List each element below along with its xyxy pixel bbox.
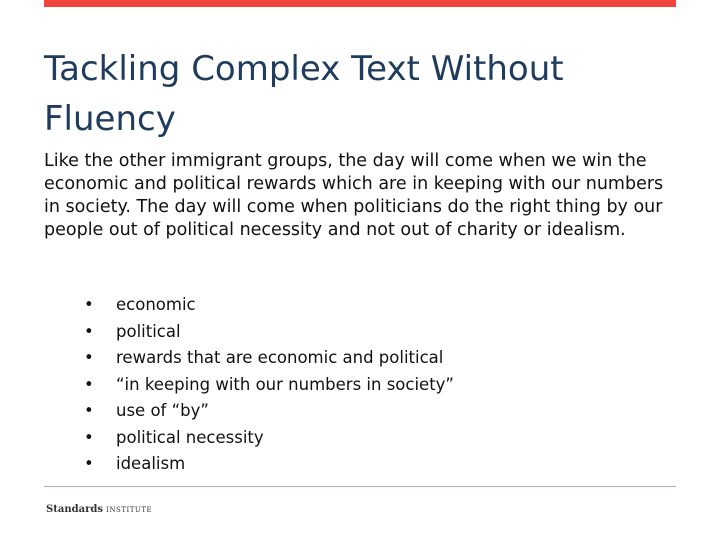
list-item [84, 345, 644, 372]
bullet-text: political [116, 321, 181, 341]
bullet-text: use of “by” [116, 401, 209, 420]
bullet-icon: • [84, 295, 94, 314]
footer-divider [44, 486, 676, 487]
bullet-text: political necessity [116, 427, 264, 447]
list-item [84, 425, 644, 452]
slide-title: Tackling Complex Text Without Fluency [44, 49, 564, 139]
top-accent-bar [44, 0, 676, 7]
bullet-text: economic [116, 295, 196, 314]
logo-brand-text: Standards [46, 504, 103, 515]
bullet-list [84, 292, 644, 478]
footer-logo [46, 504, 152, 515]
intro-paragraph: Like the other immigrant groups, the day will come when we win the economic and political rewards which are in keeping with our numbers in society. The day will come when politicians do the right thing by our people out of political necessity and not out of charity or idealism. [44, 151, 664, 240]
list-item [84, 292, 644, 319]
bullet-icon: • [84, 454, 94, 473]
bullet-icon: • [84, 321, 94, 341]
bullet-text: “in keeping with our numbers in society” [116, 374, 454, 394]
bullet-icon: • [84, 401, 94, 420]
bullet-icon: • [84, 427, 94, 447]
bullet-text: idealism [116, 454, 186, 473]
bullet-text: rewards that are economic and political [116, 348, 444, 367]
list-item [84, 372, 644, 399]
logo-sub-text: INSTITUTE [106, 506, 153, 514]
list-item [84, 398, 644, 425]
list-item [84, 319, 644, 346]
bullet-icon: • [84, 374, 94, 394]
bullet-icon: • [84, 348, 94, 367]
list-item [84, 451, 644, 478]
